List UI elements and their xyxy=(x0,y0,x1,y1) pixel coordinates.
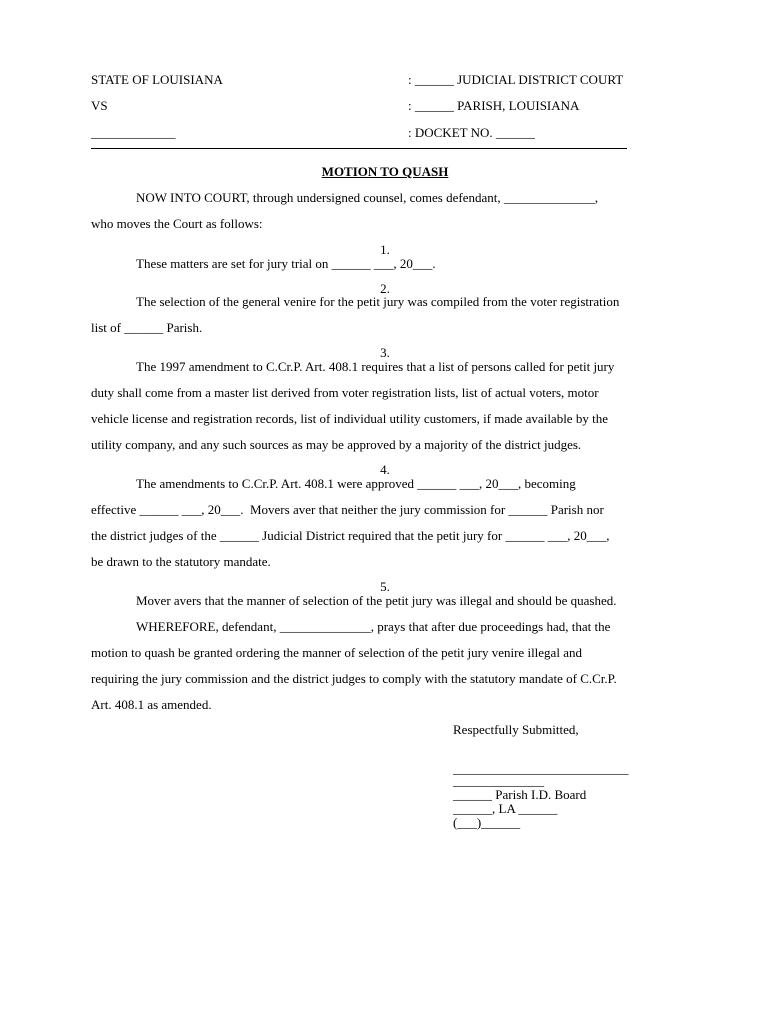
signature-name-line: ______________ xyxy=(453,773,544,788)
paragraph-1-line-1: These matters are set for jury trial on ______ ___, 20___. xyxy=(136,256,436,271)
caption-court: : ______ JUDICIAL DISTRICT COURT xyxy=(408,72,624,87)
intro-line-1: NOW INTO COURT, through undersigned counsel, comes defendant, ______________, xyxy=(136,190,599,205)
caption-vs: VS xyxy=(91,98,108,113)
paragraph-3-line-4: utility company, and any such sources as may be approved by a majority of the district judges. xyxy=(91,437,582,452)
caption-state: STATE OF LOUISIANA xyxy=(91,72,223,87)
document-title: MOTION TO QUASH xyxy=(321,164,449,179)
paragraph-3-line-2: duty shall come from a master list derived from voter registration lists, list of actual voters, motor xyxy=(91,385,599,400)
paragraph-number: 3. xyxy=(380,345,390,360)
signature-phone: (___)______ xyxy=(453,815,521,830)
paragraph-4-line-1: The amendments to C.Cr.P. Art. 408.1 were approved ______ ___, 20___, becoming xyxy=(136,476,576,491)
wherefore-line-1: WHEREFORE, defendant, ______________, prays that after due proceedings had, that the xyxy=(136,619,611,634)
caption-docket: : DOCKET NO. ______ xyxy=(408,125,535,140)
signature-line: ___________________________ xyxy=(453,761,629,776)
paragraph-4-line-2: effective ______ ___, 20___. Movers aver that neither the jury commission for ______ Parish nor xyxy=(91,502,604,517)
signature-closing: Respectfully Submitted, xyxy=(453,722,579,737)
caption-parish: : ______ PARISH, LOUISIANA xyxy=(408,98,580,113)
caption-defendant-blank: _____________ xyxy=(91,125,176,140)
wherefore-line-2: motion to quash be granted ordering the manner of selection of the petit jury venire illegal and xyxy=(91,645,582,660)
paragraph-3-line-3: vehicle license and registration records, list of individual utility customers, if made available by the xyxy=(91,411,608,426)
caption-divider xyxy=(91,148,627,149)
paragraph-number: 4. xyxy=(380,462,390,477)
paragraph-number: 2. xyxy=(380,281,390,296)
paragraph-4-line-3: the district judges of the ______ Judicial District required that the petit jury for ______ ___, 20___, xyxy=(91,528,610,543)
paragraph-2-line-2: list of ______ Parish. xyxy=(91,320,203,335)
wherefore-line-3: requiring the jury commission and the district judges to comply with the statutory mandate of C.Cr.P. xyxy=(91,671,617,686)
paragraph-number: 1. xyxy=(380,242,390,257)
paragraph-3-line-1: The 1997 amendment to C.Cr.P. Art. 408.1 requires that a list of persons called for petit jury xyxy=(136,359,615,374)
paragraph-5-line-1: Mover avers that the manner of selection of the petit jury was illegal and should be quashed. xyxy=(136,593,617,608)
signature-city: ______, LA ______ xyxy=(453,801,558,816)
paragraph-4-line-4: be drawn to the statutory mandate. xyxy=(91,554,271,569)
signature-board: ______ Parish I.D. Board xyxy=(453,787,587,802)
paragraph-number: 5. xyxy=(380,579,390,594)
intro-line-2: who moves the Court as follows: xyxy=(91,216,263,231)
wherefore-line-4: Art. 408.1 as amended. xyxy=(91,697,212,712)
paragraph-2-line-1: The selection of the general venire for the petit jury was compiled from the voter registration xyxy=(136,294,620,309)
